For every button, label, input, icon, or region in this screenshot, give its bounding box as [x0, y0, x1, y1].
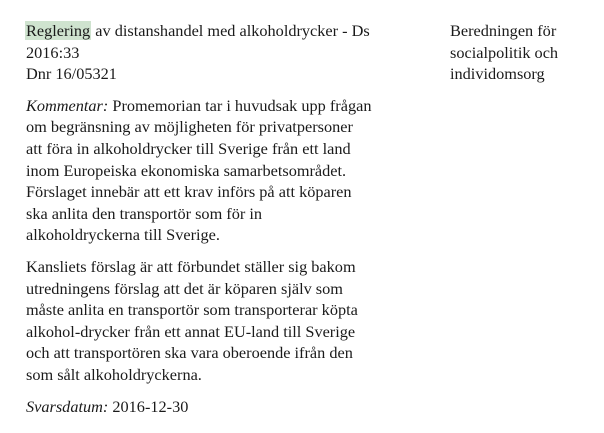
- proposal-line: utredningens förslag att det är köparen själv som: [26, 278, 343, 298]
- proposal-line: som sålt alkoholdryckerna.: [26, 364, 202, 384]
- deadline-date: 2016-12-30: [108, 396, 189, 416]
- comment-line: om begränsning av möjligheten för privatpersoner: [26, 117, 353, 137]
- comment-line: ska anlita den transportör som för in: [26, 203, 263, 223]
- recipient-line: individomsorg: [450, 64, 545, 84]
- comment-line: Förslaget innebär att ett krav införs på att köparen: [26, 182, 352, 202]
- comment-line-1: [26, 96, 371, 115]
- deadline-paragraph: [26, 396, 438, 418]
- comment-line: att föra in alkoholdrycker till Sverige från ett land: [26, 138, 351, 158]
- title-line-2: 2016:33: [26, 42, 80, 62]
- proposal-line: måste anlita en transportör som transporterar köpta: [26, 300, 358, 320]
- proposal-line: alkohol-drycker från ett annat EU-land till Sverige: [26, 321, 356, 341]
- proposal-line: och att transportören ska vara oberoende ifrån den: [26, 343, 353, 363]
- recipient-line: Beredningen för: [450, 21, 557, 40]
- recipient-line: socialpolitik och: [450, 42, 559, 62]
- title-text: av distanshandel med alkoholdrycker - Ds: [91, 21, 370, 40]
- comment-line: alkoholdryckerna till Sverige.: [26, 225, 220, 245]
- comment-line: inom Europeiska ekonomiska samarbetsområdet.: [26, 160, 347, 180]
- deadline-label: Svarsdatum:: [26, 396, 109, 416]
- document-title: [26, 20, 438, 85]
- document-main-column: [26, 20, 438, 417]
- proposal-line: Kansliets förslag är att förbundet ställer sig bakom: [26, 256, 356, 276]
- deadline-line: [26, 397, 188, 416]
- title-line-1: [26, 20, 438, 42]
- recipient-column: [450, 20, 600, 85]
- comment-paragraph: [26, 95, 438, 246]
- comment-text: Promemorian tar i huvudsak upp frågan: [108, 95, 372, 115]
- comment-label: Kommentar:: [26, 95, 109, 115]
- title-highlighted-word: Reglering: [26, 21, 91, 40]
- proposal-paragraph: [26, 256, 438, 386]
- dnr-number: Dnr 16/05321: [26, 64, 117, 84]
